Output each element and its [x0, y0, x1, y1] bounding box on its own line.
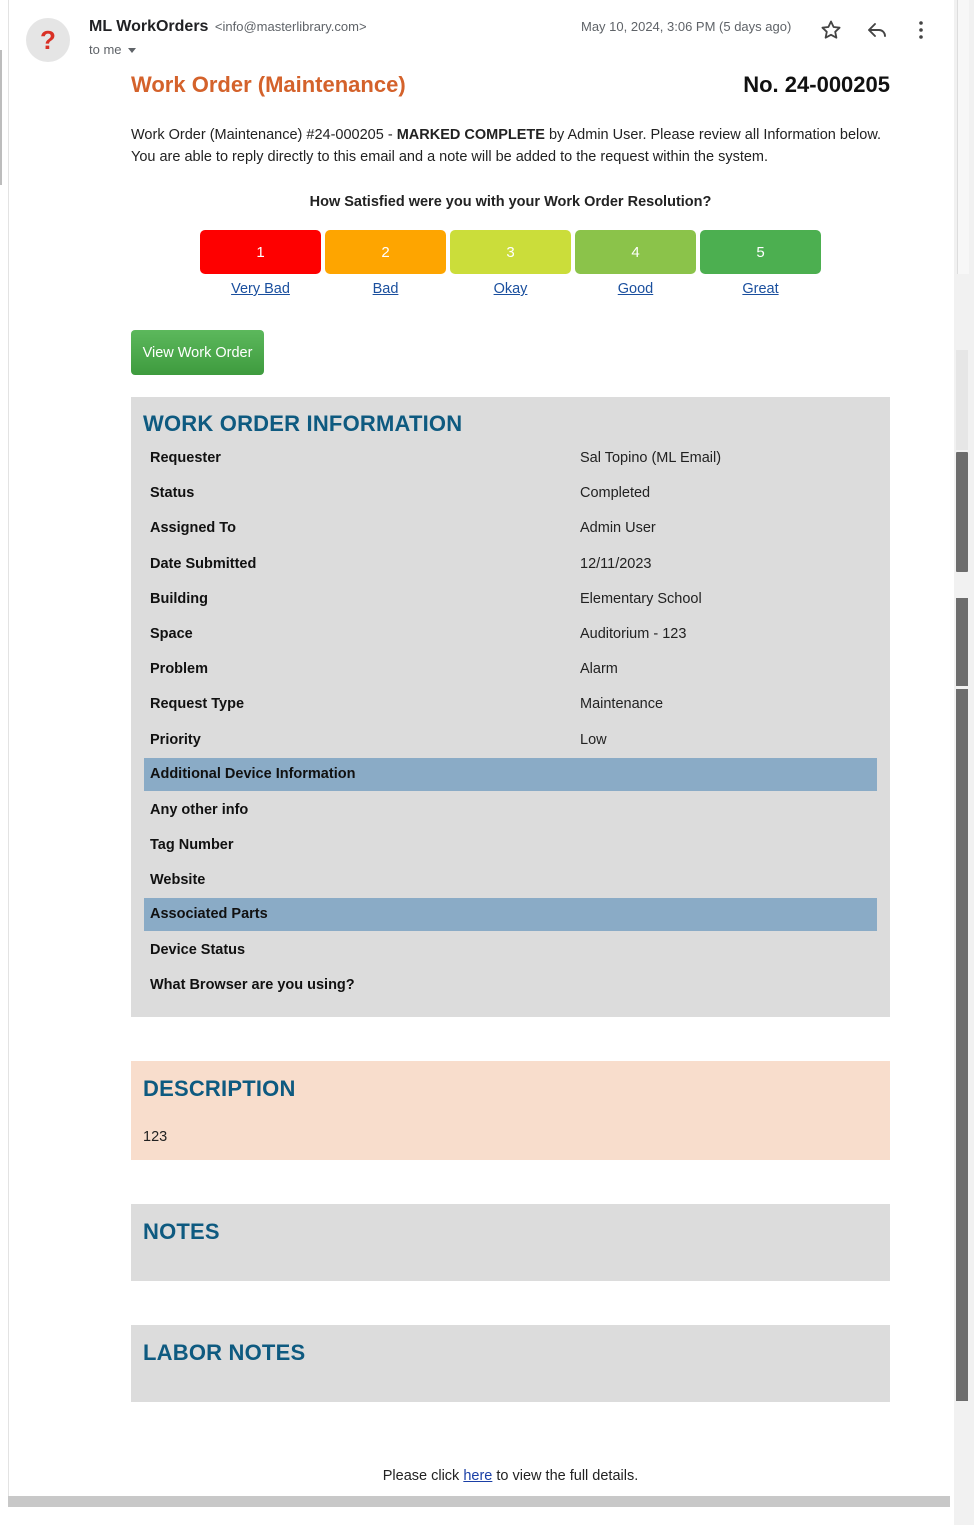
- section-header: Associated Parts: [150, 906, 268, 923]
- vertical-scrollbar[interactable]: [954, 0, 974, 1525]
- row-key: Website: [150, 872, 206, 889]
- rating-link-great[interactable]: Great: [742, 281, 779, 297]
- notes-title: NOTES: [143, 1219, 220, 1244]
- row-value: Elementary School: [580, 590, 702, 607]
- table-row: [144, 616, 877, 651]
- rating-button-5[interactable]: 5: [700, 230, 821, 274]
- table-row: [144, 546, 877, 581]
- rating-link-okay[interactable]: Okay: [493, 281, 528, 297]
- scrollbar-thumb[interactable]: [956, 452, 968, 572]
- rating-buttons: [200, 230, 821, 274]
- row-key: Date Submitted: [150, 555, 257, 572]
- section-header-row: [144, 758, 877, 791]
- recipient-label: to me: [89, 42, 122, 57]
- table-row: [144, 827, 877, 862]
- description-text: 123: [143, 1129, 168, 1145]
- table-row: [144, 722, 877, 757]
- sender-email: <info@masterlibrary.com>: [214, 19, 367, 34]
- table-row: [144, 686, 877, 721]
- sender-avatar[interactable]: [26, 18, 70, 62]
- view-work-order-button[interactable]: View Work Order: [131, 330, 264, 375]
- table-row: [144, 440, 877, 475]
- horizontal-scrollbar[interactable]: [8, 1496, 950, 1507]
- row-value: Sal Topino (ML Email): [580, 450, 722, 466]
- rating-link-good[interactable]: Good: [617, 281, 654, 297]
- row-key: Assigned To: [150, 520, 236, 537]
- table-row: [144, 967, 877, 1002]
- rating-link-very-bad[interactable]: Very Bad: [231, 281, 290, 297]
- work-order-title: Work Order (Maintenance): [131, 72, 406, 97]
- row-value: Completed: [580, 485, 651, 502]
- satisfaction-question: How Satisfied were you with your Work Order Resolution?: [309, 194, 712, 210]
- row-key: Requester: [150, 450, 221, 466]
- rating-labels: [200, 281, 821, 297]
- row-value: 12/11/2023: [580, 555, 652, 572]
- work-order-info-panel: [131, 397, 890, 1017]
- row-key: Building: [150, 590, 208, 607]
- rating-link-bad[interactable]: Bad: [372, 281, 399, 297]
- row-key: Status: [150, 485, 195, 502]
- table-row: [144, 932, 877, 967]
- table-row: [144, 651, 877, 686]
- full-details-link[interactable]: here: [463, 1468, 493, 1484]
- intro-prefix: Work Order (Maintenance) #24-000205 -: [131, 127, 397, 143]
- table-row: [144, 475, 877, 510]
- notes-panel: [131, 1204, 890, 1281]
- table-row: [144, 510, 877, 545]
- sender-name[interactable]: ML WorkOrders: [89, 18, 209, 35]
- row-value: Admin User: [580, 520, 656, 537]
- scrollbar-segment: [956, 350, 968, 450]
- question-mark-icon: ?: [40, 24, 56, 55]
- row-key: Device Status: [150, 942, 246, 959]
- intro-text: [131, 124, 901, 168]
- labor-notes-title: LABOR NOTES: [143, 1340, 306, 1365]
- sender-info: [89, 18, 367, 36]
- row-value: Alarm: [580, 661, 618, 678]
- row-key: Tag Number: [150, 836, 234, 853]
- row-value: Low: [580, 731, 607, 748]
- table-row: [144, 792, 877, 827]
- labor-notes-panel: [131, 1325, 890, 1402]
- row-key: Request Type: [150, 696, 245, 713]
- info-table: [144, 440, 877, 1003]
- reply-icon[interactable]: [865, 18, 889, 42]
- rating-button-1[interactable]: 1: [200, 230, 321, 274]
- more-vert-icon[interactable]: [909, 18, 933, 42]
- rating-button-3[interactable]: 3: [450, 230, 571, 274]
- intro-status: MARKED COMPLETE: [396, 127, 545, 143]
- row-key: Any other info: [150, 801, 249, 818]
- section-header: Additional Device Information: [150, 765, 356, 782]
- table-row: [144, 862, 877, 897]
- description-panel: [131, 1061, 890, 1160]
- email-header: [26, 16, 946, 64]
- scrollbar-track: [957, 0, 969, 274]
- left-frame-notch: [0, 50, 2, 185]
- rating-button-4[interactable]: 4: [575, 230, 696, 274]
- section-header-row: [144, 898, 877, 931]
- recipient-toggle[interactable]: [89, 42, 136, 57]
- chevron-down-icon[interactable]: [128, 48, 136, 53]
- work-order-number: No. 24-000205: [743, 72, 890, 97]
- info-panel-title: WORK ORDER INFORMATION: [143, 411, 463, 436]
- row-key: Priority: [150, 731, 201, 748]
- row-value: Maintenance: [580, 696, 664, 713]
- row-value: Auditorium - 123: [580, 625, 687, 642]
- description-title: DESCRIPTION: [143, 1076, 296, 1101]
- scrollbar-thumb[interactable]: [956, 689, 968, 1401]
- row-key: What Browser are you using?: [150, 977, 355, 994]
- footer-prefix: Please click: [382, 1468, 464, 1484]
- rating-button-2[interactable]: 2: [325, 230, 446, 274]
- row-key: Problem: [150, 661, 209, 678]
- scrollbar-thumb[interactable]: [956, 598, 968, 686]
- intro-suffix: by Admin User. Please review all Information below. You are able to reply directly to this email and a note will be added to the request within the system.: [131, 127, 882, 165]
- footer-suffix: to view the full details.: [492, 1468, 639, 1484]
- star-icon[interactable]: [819, 18, 843, 42]
- footer-text: [131, 1468, 890, 1484]
- left-frame-edge: [0, 0, 9, 1505]
- email-date: May 10, 2024, 3:06 PM (5 days ago): [581, 19, 792, 34]
- row-key: Space: [150, 625, 193, 642]
- table-row: [144, 581, 877, 616]
